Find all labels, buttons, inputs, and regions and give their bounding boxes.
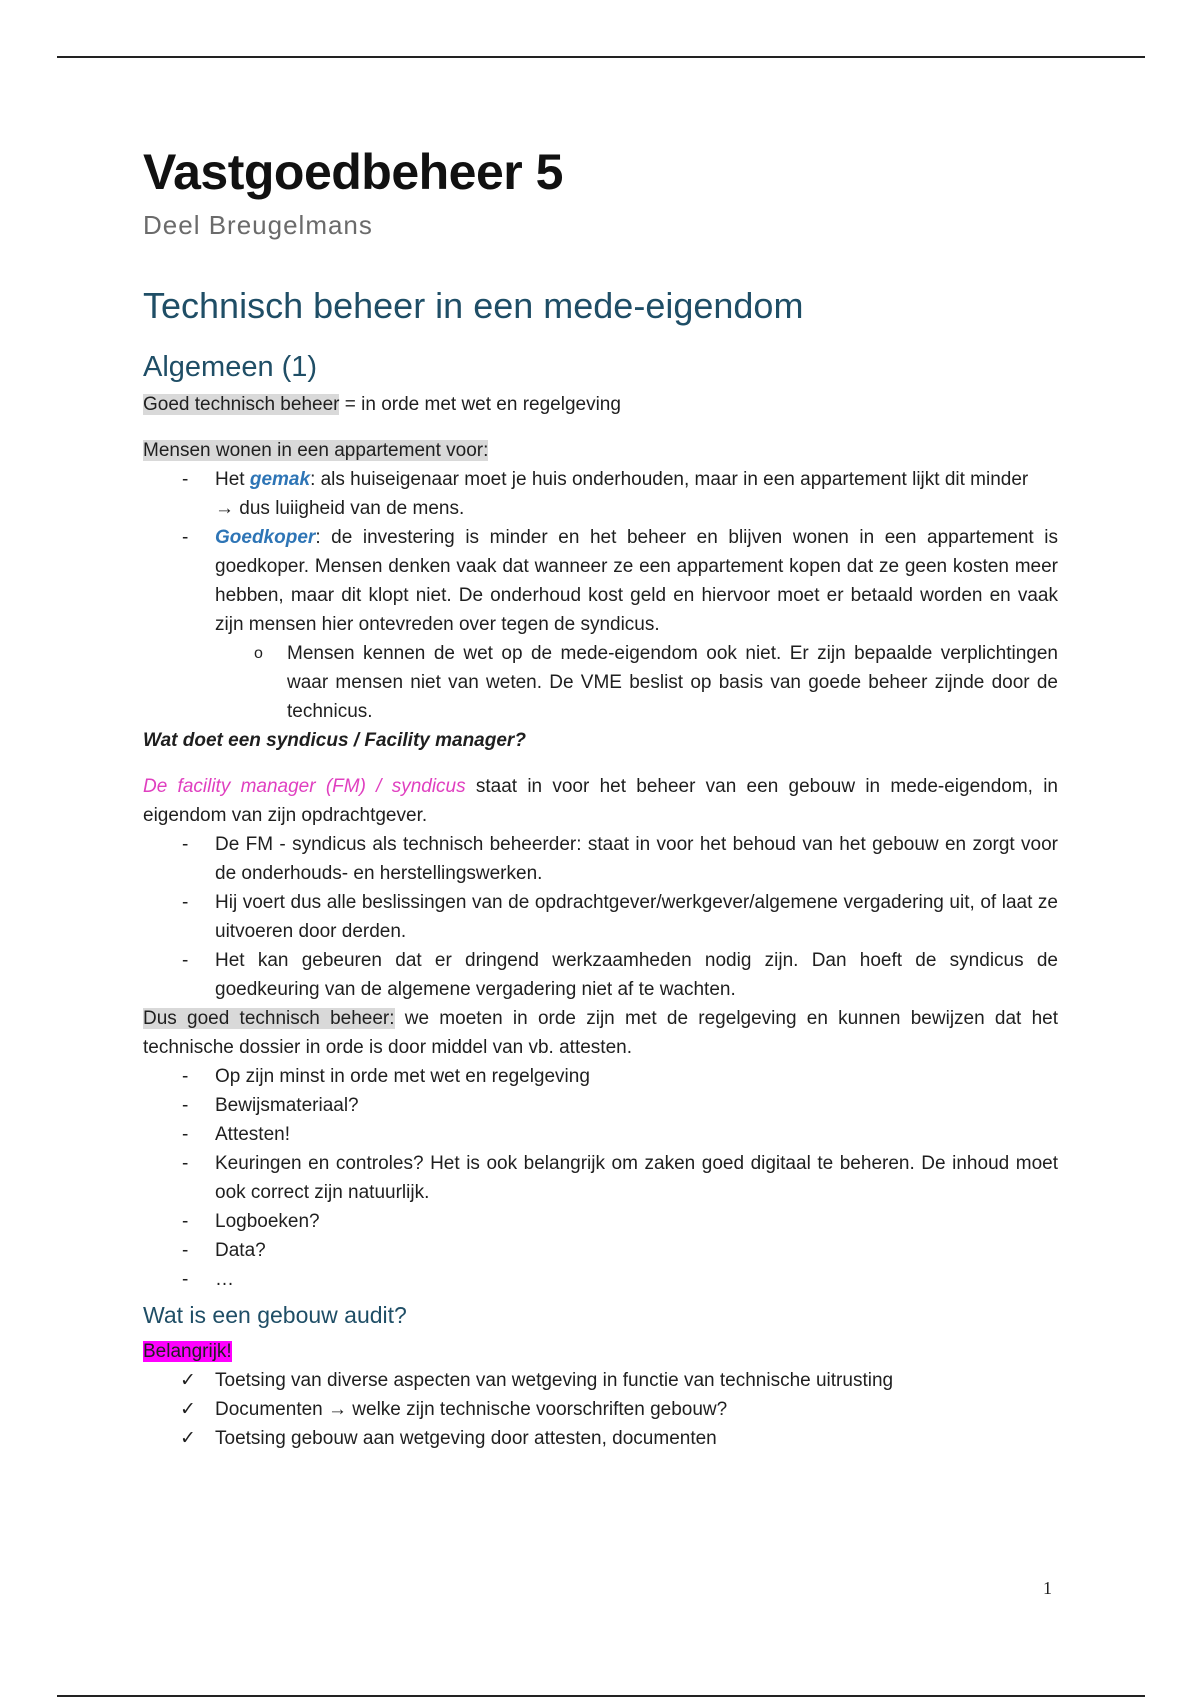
- sub-list: [143, 639, 1058, 726]
- reasons-list: [143, 465, 1058, 639]
- term-gemak: gemak: [249, 469, 311, 490]
- list-item-gemak: - Het gemak: als huiseigenaar moet je huis onderhouden, maar in een appartement lijkt dit minder → dus luiigheid van de mens.: [143, 465, 1058, 523]
- check-item: ✓ Documenten → welke zijn technische voorschriften gebouw?: [143, 1395, 1058, 1424]
- circle-bullet-icon: o: [254, 645, 263, 662]
- highlight-mensen-wonen: Mensen wonen in een appartement voor:: [143, 440, 489, 461]
- paragraph-goed-technisch-beheer: Goed technisch beheer = in orde met wet en regelgeving: [143, 394, 621, 415]
- paragraph-belangrijk: [143, 1337, 1058, 1366]
- list-item-goedkoper: - Goedkoper: de investering is minder en het beheer en blijven wonen in een appartement is goedkoper. Mensen denken vaak dat wanneer ze een appartement kopen dat ze geen kosten meer hebben, maar dit klopt niet. De onderhoud kost geld en hiervoor moet er betaald worden en vaak zijn mensen hier ontevreden over tegen de syndicus.: [143, 523, 1058, 639]
- paragraph-mensen-wonen: [143, 436, 1058, 465]
- document-subtitle: Deel Breugelmans: [143, 210, 373, 240]
- header-rule: [57, 56, 1145, 58]
- list-item: - Data?: [143, 1236, 1058, 1265]
- paragraph-facility-manager: De facility manager (FM) / syndicus staat in voor het beheer van een gebouw in mede-eigendom, in eigendom van zijn opdrachtgever.: [143, 776, 1058, 826]
- check-icon: ✓: [180, 1399, 196, 1420]
- heading-technisch-beheer: Technisch beheer in een mede-eigendom: [143, 285, 804, 326]
- highlight-belangrijk: Belangrijk!: [143, 1341, 232, 1362]
- fm-list: [143, 830, 1058, 1004]
- heading-algemeen: Algemeen (1): [143, 351, 318, 383]
- highlight-dus-goed: Dus goed technisch beheer:: [143, 1008, 395, 1029]
- term-facility-manager: De facility manager (FM) / syndicus: [143, 776, 466, 797]
- audit-checklist: [143, 1366, 1058, 1453]
- document-title: Vastgoedbeheer 5: [143, 144, 563, 200]
- list-item: - Bewijsmateriaal?: [143, 1091, 1058, 1120]
- list-item: - Op zijn minst in orde met wet en regelgeving: [143, 1062, 1058, 1091]
- highlight-goed-technisch-beheer: Goed technisch beheer: [143, 394, 340, 415]
- heading-gebouw-audit: Wat is een gebouw audit?: [143, 1302, 407, 1328]
- check-icon: ✓: [180, 1370, 196, 1391]
- page-number: 1: [1043, 1578, 1052, 1598]
- list-item: - …: [143, 1265, 1058, 1294]
- list-item: - Het kan gebeuren dat er dringend werkzaamheden nodig zijn. Dan hoeft de syndicus de goedkeuring van de algemene vergadering niet af te wachten.: [143, 946, 1058, 1004]
- page-body: [143, 145, 1058, 1453]
- footer-rule: [57, 1695, 1145, 1697]
- term-goedkoper: Goedkoper: [215, 527, 316, 548]
- check-item: ✓ Toetsing van diverse aspecten van wetgeving in functie van technische uitrusting: [143, 1366, 1058, 1395]
- list-item: - Keuringen en controles? Het is ook belangrijk om zaken goed digitaal te beheren. De inhoud moet ook correct zijn natuurlijk.: [143, 1149, 1058, 1207]
- check-item: ✓ Toetsing gebouw aan wetgeving door attesten, documenten: [143, 1424, 1058, 1453]
- list-item: - De FM - syndicus als technisch beheerder: staat in voor het behoud van het gebouw en zorgt voor de onderhouds- en herstellingswerken.: [143, 830, 1058, 888]
- paragraph-dus-goed: Dus goed technisch beheer: we moeten in orde zijn met de regelgeving en kunnen bewijzen dat het technische dossier in orde is door middel van vb. attesten.: [143, 1008, 1058, 1058]
- list-item: - Attesten!: [143, 1120, 1058, 1149]
- list-item: - Hij voert dus alle beslissingen van de opdrachtgever/werkgever/algemene vergadering uit, of laat ze uitvoeren door derden.: [143, 888, 1058, 946]
- sub-list-item: o Mensen kennen de wet op de mede-eigendom ook niet. Er zijn bepaalde verplichtingen waar mensen niet van weten. De VME beslist op basis van goede beheer zijnde door de technicus.: [215, 639, 1058, 726]
- list-item: - Logboeken?: [143, 1207, 1058, 1236]
- check-icon: ✓: [180, 1428, 196, 1449]
- requirements-list: [143, 1062, 1058, 1294]
- question-heading: Wat doet een syndicus / Facility manager?: [143, 730, 526, 751]
